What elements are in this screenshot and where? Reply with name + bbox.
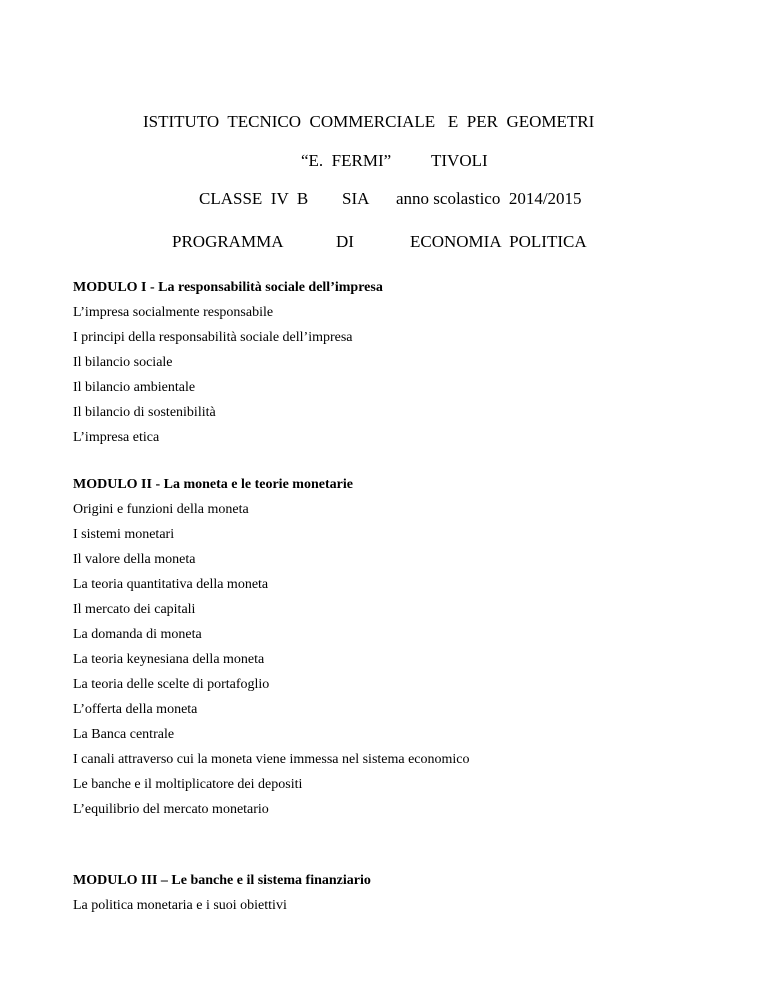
school-name: ISTITUTO TECNICO COMMERCIALE E PER GEOMETRI [143, 112, 595, 131]
module-title: MODULO II - La moneta e le teorie monetarie [73, 477, 353, 492]
topic-item: L’equilibrio del mercato monetario [73, 802, 269, 817]
module-title: MODULO III – Le banche e il sistema finanziario [73, 873, 371, 888]
topic-item: Le banche e il moltiplicatore dei depositi [73, 777, 303, 792]
topic-item: La teoria keynesiana della moneta [73, 652, 265, 667]
topic-list [73, 304, 733, 454]
topic-item: Il bilancio di sostenibilità [73, 405, 216, 420]
school-city: TIVOLI [431, 151, 488, 170]
topic-item: L’impresa socialmente responsabile [73, 305, 274, 320]
topic-item: La politica monetaria e i suoi obiettivi [73, 898, 287, 913]
topic-item: La teoria delle scelte di portafoglio [73, 677, 270, 692]
topic-item: I sistemi monetari [73, 527, 175, 542]
topic-item: I canali attraverso cui la moneta viene immessa nel sistema economico [73, 752, 470, 767]
topic-item: La teoria quantitativa della moneta [73, 577, 269, 592]
topic-item: Il valore della moneta [73, 552, 196, 567]
class-label: CLASSE IV B [199, 189, 309, 208]
topic-item: Il bilancio ambientale [73, 380, 196, 395]
school-short-name: “E. FERMI” [301, 151, 392, 170]
topic-item: L’offerta della moneta [73, 702, 198, 717]
topic-item: La Banca centrale [73, 727, 175, 742]
topic-item: I principi della responsabilità sociale dell’impresa [73, 330, 353, 345]
topic-item: Origini e funzioni della moneta [73, 502, 249, 517]
school-year: anno scolastico 2014/2015 [396, 189, 582, 208]
module-section [73, 279, 733, 454]
program-of-label: DI [336, 232, 354, 251]
module-section [73, 476, 733, 826]
topic-item: L’impresa etica [73, 430, 160, 445]
topic-list [73, 501, 733, 826]
module-section [73, 872, 733, 922]
program-label: PROGRAMMA [172, 232, 284, 251]
subject-name: ECONOMIA POLITICA [410, 232, 587, 251]
topic-item: Il bilancio sociale [73, 355, 173, 370]
topic-item: La domanda di moneta [73, 627, 202, 642]
topic-list [73, 897, 733, 922]
topic-item: Il mercato dei capitali [73, 602, 196, 617]
class-section: SIA [342, 189, 370, 208]
module-title: MODULO I - La responsabilità sociale dell’impresa [73, 280, 383, 295]
